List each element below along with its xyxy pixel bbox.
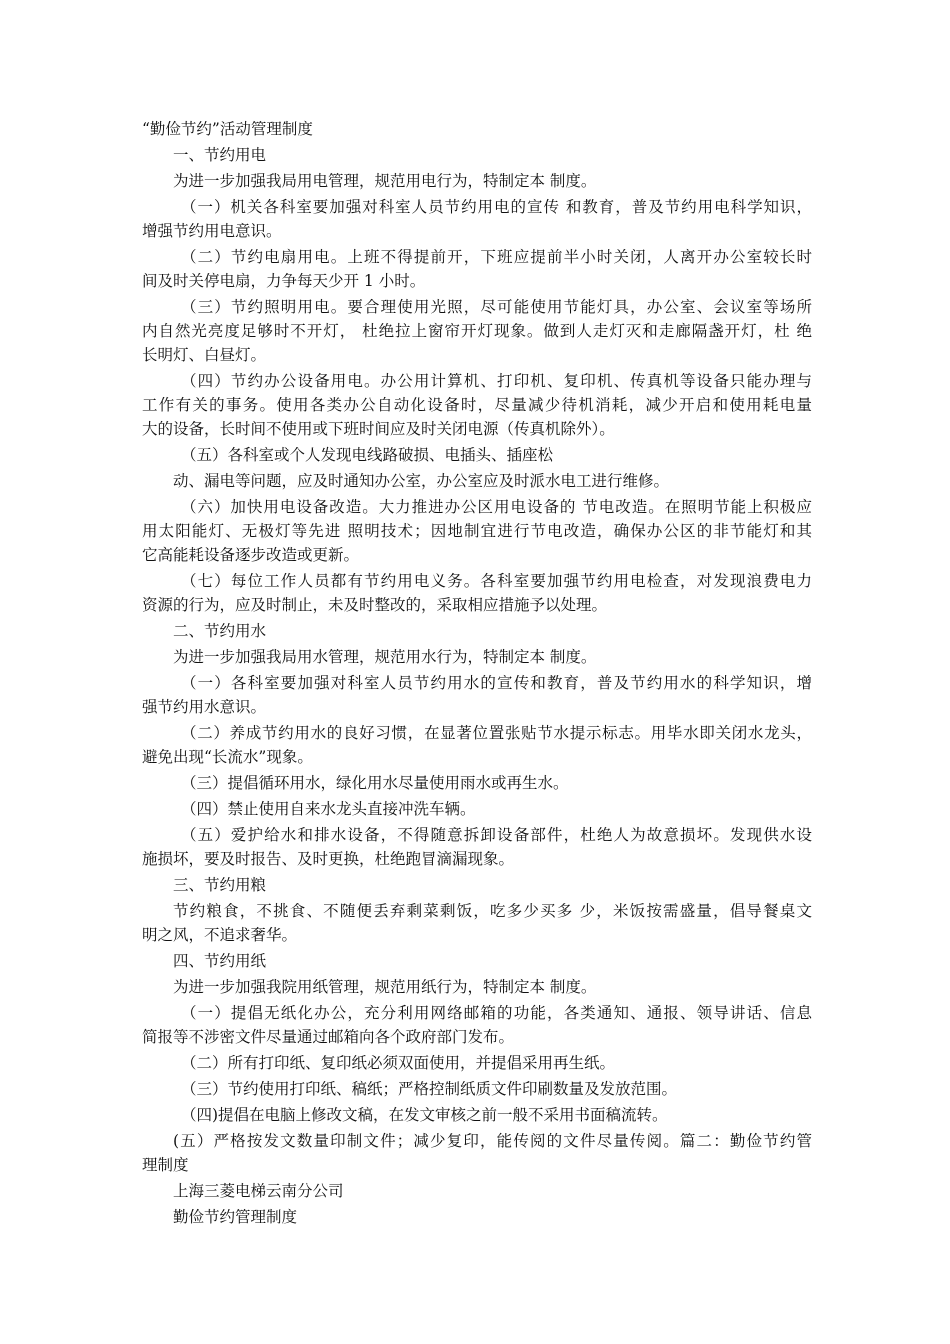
paragraph <box>142 295 812 367</box>
paragraph <box>142 1051 812 1075</box>
text-line: （五）各科室或个人发现电线路破损、电插头、插座松 <box>181 446 554 464</box>
paragraph <box>142 797 812 821</box>
text-line: 三、节约用粮 <box>173 876 267 894</box>
text-line: （四）禁止使用自来水龙头直接冲洗车辆。 <box>181 800 476 818</box>
text-line: 节约粮食，不挑食、不随便丢弃剩菜剩饭，吃多少买多 少，米饭按需盛量，倡导餐桌文 <box>173 902 812 920</box>
text-line: 避免出现“长流水”现象。 <box>142 748 313 766</box>
text-line: （二）养成节约用水的良好习惯，在显著位置张贴节水提示标志。用毕水即关闭水龙头， <box>181 724 812 742</box>
text-line: 理制度 <box>142 1156 189 1174</box>
paragraph <box>142 117 812 141</box>
text-line: 明之风，不追求奢华。 <box>142 926 298 944</box>
text-line: 上海三菱电梯云南分公司 <box>173 1182 344 1200</box>
text-line: 二、节约用水 <box>173 622 267 640</box>
paragraph <box>142 143 812 167</box>
paragraph <box>142 645 812 669</box>
paragraph <box>142 469 812 493</box>
text-line: 简报等不涉密文件尽量通过邮箱向各个政府部门发布。 <box>142 1028 515 1046</box>
text-line: （二）节约电扇用电。上班不得提前开，下班应提前半小时关闭，人离开办公室较长时 <box>181 248 812 266</box>
text-line: （四）节约办公设备用电。办公用计算机、打印机、复印机、传真机等设备只能办理与 <box>181 372 812 390</box>
text-line: （三）提倡循环用水，绿化用水尽量使用雨水或再生水。 <box>181 774 569 792</box>
paragraph <box>142 169 812 193</box>
text-line: 增强节约用电意识。 <box>142 222 282 240</box>
text-line: 四、节约用纸 <box>173 952 267 970</box>
paragraph <box>142 671 812 719</box>
text-line: 用太阳能灯、无极灯等先进 照明技术；因地制宜进行节电改造，确保办公区的非节能灯和其 <box>142 522 812 540</box>
text-line: 为进一步加强我局用电管理，规范用电行为，特制定本 制度。 <box>173 172 597 190</box>
text-line: 资源的行为，应及时制止，未及时整改的，采取相应措施予以处理。 <box>142 596 608 614</box>
paragraph <box>142 1205 812 1229</box>
text-line: （一）提倡无纸化办公，充分利用网络邮箱的功能，各类通知、通报、领导讲话、信息 <box>181 1004 812 1022</box>
text-line: 长明灯、白昼灯。 <box>142 346 267 364</box>
paragraph <box>142 619 812 643</box>
text-line: （三）节约使用打印纸、稿纸；严格控制纸质文件印刷数量及发放范围。 <box>181 1080 678 1098</box>
paragraph <box>142 1129 812 1177</box>
text-line: 它高能耗设备逐步改造或更新。 <box>142 546 360 564</box>
text-line: 动、漏电等问题，应及时通知办公室，办公室应及时派水电工进行维修。 <box>173 472 670 490</box>
text-line: 工作有关的事务。使用各类办公自动化设备时，尽量减少待机消耗，减少开启和使用耗电量 <box>142 396 812 414</box>
text-line: （六）加快用电设备改造。大力推进办公区用电设备的 节电改造。在照明节能上积极应 <box>181 498 812 516</box>
paragraph <box>142 1103 812 1127</box>
text-line: 大的设备，长时间不使用或下班时间应及时关闭电源（传真机除外）。 <box>142 420 615 438</box>
text-line: （一）机关各科室要加强对科室人员节约用电的宣传 和教育，普及节约用电科学知识， <box>181 198 812 216</box>
paragraph <box>142 195 812 243</box>
text-line: （一）各科室要加强对科室人员节约用水的宣传和教育，普及节约用水的科学知识，增 <box>181 674 812 692</box>
text-line: （二）所有打印纸、复印纸必须双面使用，并提倡采用再生纸。 <box>181 1054 616 1072</box>
paragraph <box>142 1077 812 1101</box>
text-line: “勤俭节约”活动管理制度 <box>142 120 313 138</box>
paragraph <box>142 721 812 769</box>
text-line: （四)提倡在电脑上修改文稿，在发文审核之前一般不采用书面稿流转。 <box>181 1106 668 1124</box>
paragraph <box>142 245 812 293</box>
text-line: 为进一步加强我院用纸管理，规范用纸行为，特制定本 制度。 <box>173 978 597 996</box>
paragraph <box>142 771 812 795</box>
text-line: （三）节约照明用电。要合理使用光照，尽可能使用节能灯具，办公室、会议室等场所 <box>181 298 812 316</box>
text-line: 一、节约用电 <box>173 146 267 164</box>
paragraph <box>142 823 812 871</box>
paragraph <box>142 949 812 973</box>
text-line: 强节约用水意识。 <box>142 698 267 716</box>
text-line: 施损坏，要及时报告、及时更换，杜绝跑冒滴漏现象。 <box>142 850 515 868</box>
paragraph <box>142 1001 812 1049</box>
text-line: 为进一步加强我局用水管理，规范用水行为，特制定本 制度。 <box>173 648 597 666</box>
paragraph <box>142 369 812 441</box>
text-line: （五）爱护给水和排水设备，不得随意拆卸设备部件，杜绝人为故意损坏。发现供水设 <box>181 826 812 844</box>
paragraph <box>142 443 812 467</box>
paragraph <box>142 899 812 947</box>
document-body <box>142 117 812 1229</box>
text-line: （七）每位工作人员都有节约用电义务。各科室要加强节约用电检查，对发现浪费电力 <box>181 572 812 590</box>
text-line: (五）严格按发文数量印制文件；减少复印，能传阅的文件尽量传阅。篇二：勤俭节约管 <box>173 1132 812 1150</box>
paragraph <box>142 495 812 567</box>
paragraph <box>142 1179 812 1203</box>
paragraph <box>142 975 812 999</box>
paragraph <box>142 569 812 617</box>
paragraph <box>142 873 812 897</box>
text-line: 间及时关停电扇，力争每天少开 1 小时。 <box>142 272 426 290</box>
text-line: 勤俭节约管理制度 <box>173 1208 298 1226</box>
text-line: 内自然光亮度足够时不开灯， 杜绝拉上窗帘开灯现象。做到人走灯灭和走廊隔盏开灯，杜 绝 <box>142 322 812 340</box>
